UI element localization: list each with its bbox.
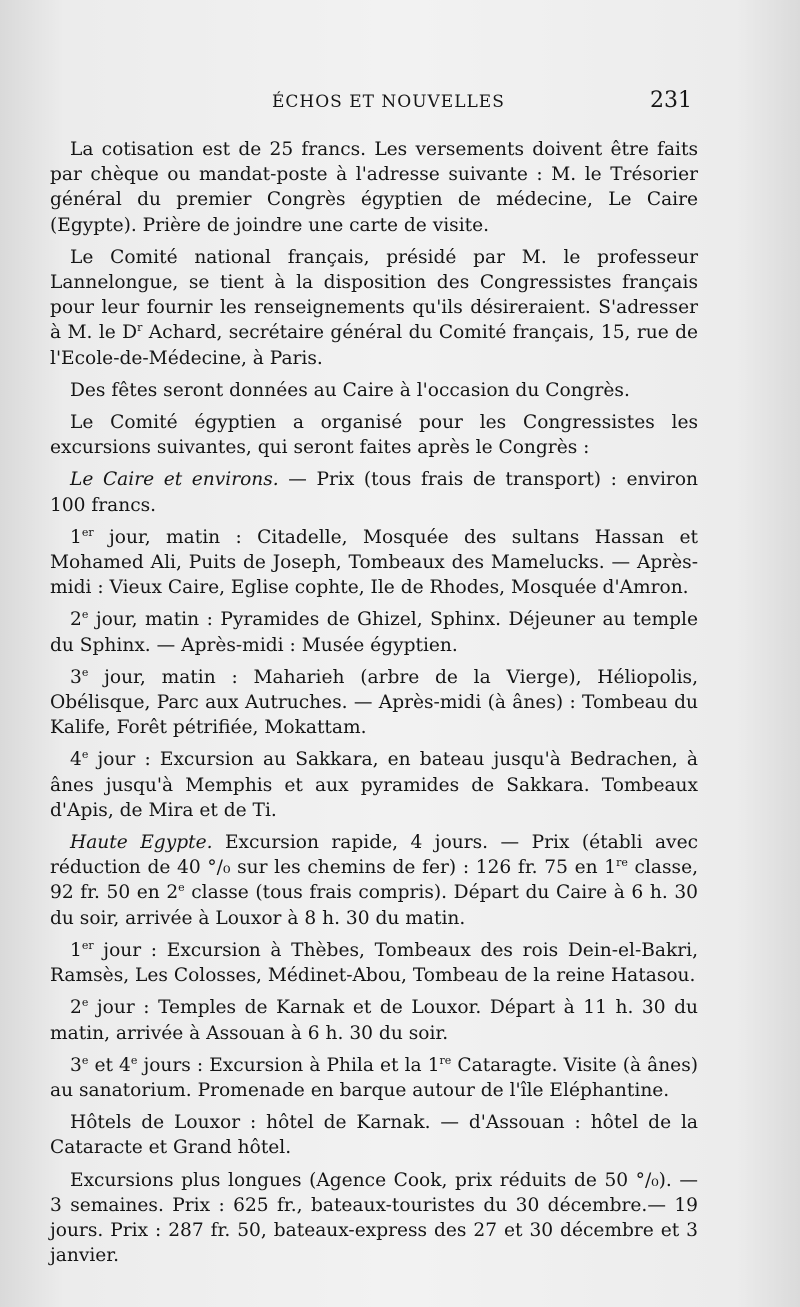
paragraph-jour-1 bbox=[50, 525, 698, 601]
section-title: Le Caire et environs. bbox=[70, 469, 279, 491]
paragraph-fetes bbox=[50, 378, 698, 403]
page-number: 231 bbox=[650, 88, 692, 113]
superscript: e bbox=[81, 608, 89, 622]
day-number: 1 bbox=[70, 939, 82, 961]
running-head bbox=[60, 88, 690, 118]
paragraph-text: Cataragte. Visite (à ânes) au sanatorium. Promenade en barque autour de l'île Eléphantine. bbox=[50, 1054, 698, 1101]
superscript: e bbox=[81, 748, 89, 762]
superscript: re bbox=[439, 1053, 452, 1067]
paragraph-text: Le Comité national français, présidé par M. le professeur Lannelongue, se tient à la disposition des Congressistes français pour leur fournir les renseignements qu'ils désireraient. S'adresser à M. le D bbox=[50, 246, 698, 344]
paragraph-cotisation bbox=[50, 137, 698, 238]
superscript: er bbox=[81, 938, 94, 952]
paragraph-text: — Prix (tous frais de transport) : environ 100 francs. bbox=[50, 469, 698, 516]
paragraph-excursions-longues bbox=[50, 1168, 698, 1269]
paragraph-text: Excursions plus longues (Agence Cook, prix réduits de 50 °/₀). — 3 semaines. Prix : 625 fr., bateaux-touristes du 30 décembre.— 19 jours. Prix : 287 fr. 50, bateaux-express des 27 et 30 décembre et 3 janvier. bbox=[50, 1169, 698, 1267]
paragraph-caire-environs bbox=[50, 467, 698, 517]
running-title: ÉCHOS ET NOUVELLES bbox=[272, 92, 505, 112]
day-number: 1 bbox=[70, 526, 82, 548]
section-title: Haute Egypte. bbox=[70, 832, 213, 854]
paragraph-comite-national bbox=[50, 245, 698, 371]
superscript: er bbox=[81, 525, 94, 539]
day-number: 3 bbox=[70, 1054, 82, 1076]
paragraph-text: jours : Excursion à Phila et la 1 bbox=[137, 1054, 440, 1076]
day-number: 4 bbox=[70, 749, 82, 771]
paragraph-text: Excursion rapide, 4 jours. — Prix (établi avec réduction de 40 °/₀ sur les chemins de fer) : 126 fr. 75 en 1 bbox=[50, 832, 698, 879]
paragraph-text: Achard, secrétaire général du Comité français, 15, rue de l'Ecole-de-Médecine, à Paris. bbox=[50, 322, 699, 369]
paragraph-hotels bbox=[50, 1110, 698, 1160]
paragraph-text: Des fêtes seront données au Caire à l'occasion du Congrès. bbox=[70, 379, 630, 401]
paragraph-haute-jour-1 bbox=[50, 938, 698, 988]
superscript: e bbox=[178, 881, 185, 895]
paragraph-jour-2 bbox=[50, 607, 698, 657]
paragraph-jour-4 bbox=[50, 747, 698, 823]
paragraph-text: Hôtels de Louxor : hôtel de Karnak. — d'Assouan : hôtel de la Cataracte et Grand hôtel. bbox=[50, 1112, 698, 1159]
superscript: e bbox=[130, 1053, 138, 1067]
paragraph-text: jour, matin : Citadelle, Mosquée des sultans Hassan et Mohamed Ali, Puits de Joseph, Tombeaux des Mamelucks. — Après-midi : Vieux Caire, Eglise cophte, Ile de Rhodes, Mosquée d'Amron. bbox=[50, 526, 698, 599]
superscript: e bbox=[81, 996, 89, 1010]
paragraph-text: jour : Excursion à Thèbes, Tombeaux des rois Dein-el-Bakri, Ramsès, Les Colosses, Médinet-Abou, Tombeau de la reine Hatasou. bbox=[50, 939, 698, 987]
superscript: e bbox=[81, 1053, 89, 1067]
day-number: 2 bbox=[70, 997, 82, 1019]
paragraph-haute-egypte bbox=[50, 830, 698, 931]
superscript: e bbox=[81, 665, 89, 679]
paragraph-text: et 4 bbox=[88, 1054, 131, 1076]
paragraph-text: classe, 92 fr. 50 en 2 bbox=[50, 857, 699, 904]
paragraph-text: Le Comité égyptien a organisé pour les Congressistes les excursions suivantes, qui seront faites après le Congrès : bbox=[50, 412, 698, 459]
paragraph-text: jour : Excursion au Sakkara, en bateau jusqu'à Bedrachen, à ânes jusqu'à Memphis et aux pyramides de Sakkara. Tombeaux d'Apis, de Mira et de Ti. bbox=[50, 749, 698, 821]
paragraph-haute-jours-3-4 bbox=[50, 1053, 698, 1103]
superscript: r bbox=[137, 321, 143, 335]
paragraph-jour-3 bbox=[50, 665, 698, 741]
article-body bbox=[50, 137, 698, 1275]
paragraph-text: classe (tous frais compris). Départ du Caire à 6 h. 30 du soir, arrivée à Louxor à 8 h. 30 du matin. bbox=[50, 882, 698, 929]
paragraph-comite-egyptien bbox=[50, 410, 698, 460]
superscript: re bbox=[616, 856, 628, 870]
paragraph-haute-jour-2 bbox=[50, 995, 698, 1045]
paragraph-text: La cotisation est de 25 francs. Les versements doivent être faits par chèque ou mandat-poste à l'adresse suivante : M. le Trésorier général du premier Congrès égyptien de médecine, Le Caire (Egypte). Prière de joindre une carte de visite. bbox=[50, 139, 698, 236]
paragraph-text: jour : Temples de Karnak et de Louxor. Départ à 11 h. 30 du matin, arrivée à Assouan à 6 h. 30 du soir. bbox=[50, 997, 698, 1044]
paragraph-text: jour, matin : Maharieh (arbre de la Vierge), Héliopolis, Obélisque, Parc aux Autruches. — Après-midi (à ânes) : Tombeau du Kalife, Forêt pétrifiée, Mokattam. bbox=[50, 666, 698, 739]
paragraph-text: jour, matin : Pyramides de Ghizel, Sphinx. Déjeuner au temple du Sphinx. — Après-midi : Musée égyptien. bbox=[50, 609, 698, 656]
day-number: 3 bbox=[70, 666, 82, 688]
day-number: 2 bbox=[70, 609, 82, 631]
